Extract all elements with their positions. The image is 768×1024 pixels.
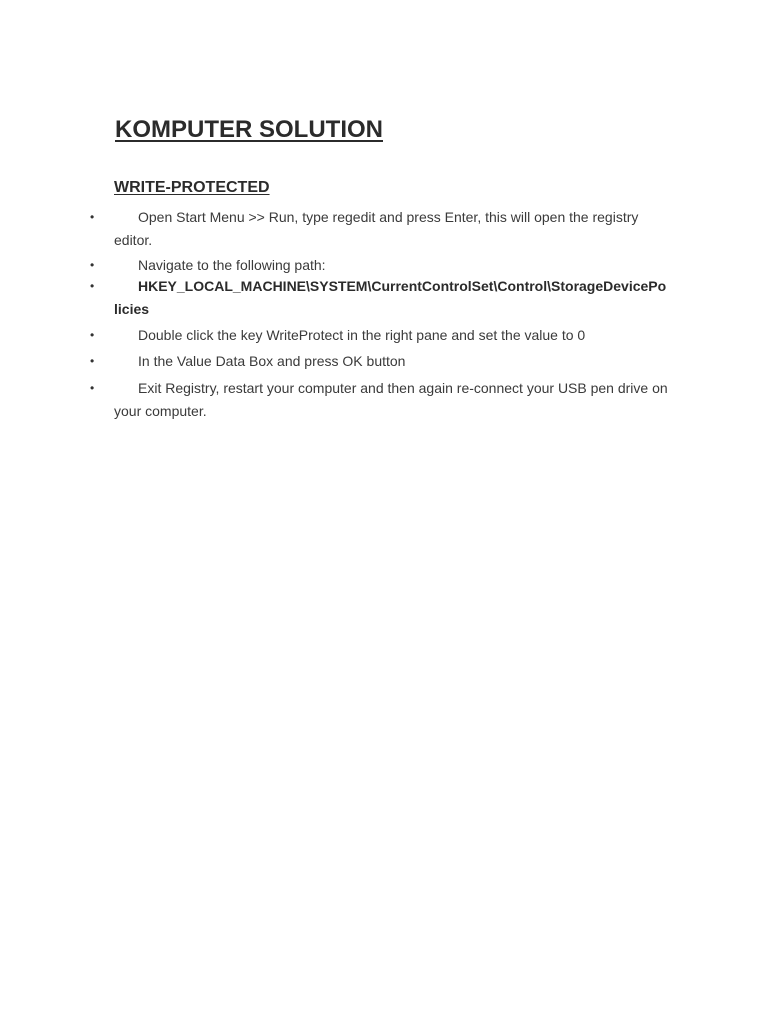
step-text: In the Value Data Box and press OK button	[138, 353, 406, 369]
bullet-icon: •	[90, 258, 95, 272]
step-text: Double click the key WriteProtect in the right pane and set the value to 0	[138, 327, 586, 343]
step-text: Navigate to the following path:	[138, 257, 326, 273]
registry-path-text: HKEY_LOCAL_MACHINE\SYSTEM\CurrentControlSet\Control\StorageDevicePolicies	[114, 278, 667, 317]
step-text: Open Start Menu >> Run, type regedit and press Enter, this will open the registry editor.	[114, 209, 639, 248]
bullet-icon: •	[90, 279, 95, 293]
section-heading: WRITE-PROTECTED	[114, 179, 270, 196]
bullet-icon: •	[90, 328, 95, 342]
bullet-icon: •	[90, 381, 95, 395]
bullet-icon: •	[90, 354, 95, 368]
document-title: KOMPUTER SOLUTION	[115, 116, 383, 143]
step-text: Exit Registry, restart your computer and then again re-connect your USB pen drive on your computer.	[114, 380, 668, 419]
bullet-icon: •	[90, 210, 95, 224]
